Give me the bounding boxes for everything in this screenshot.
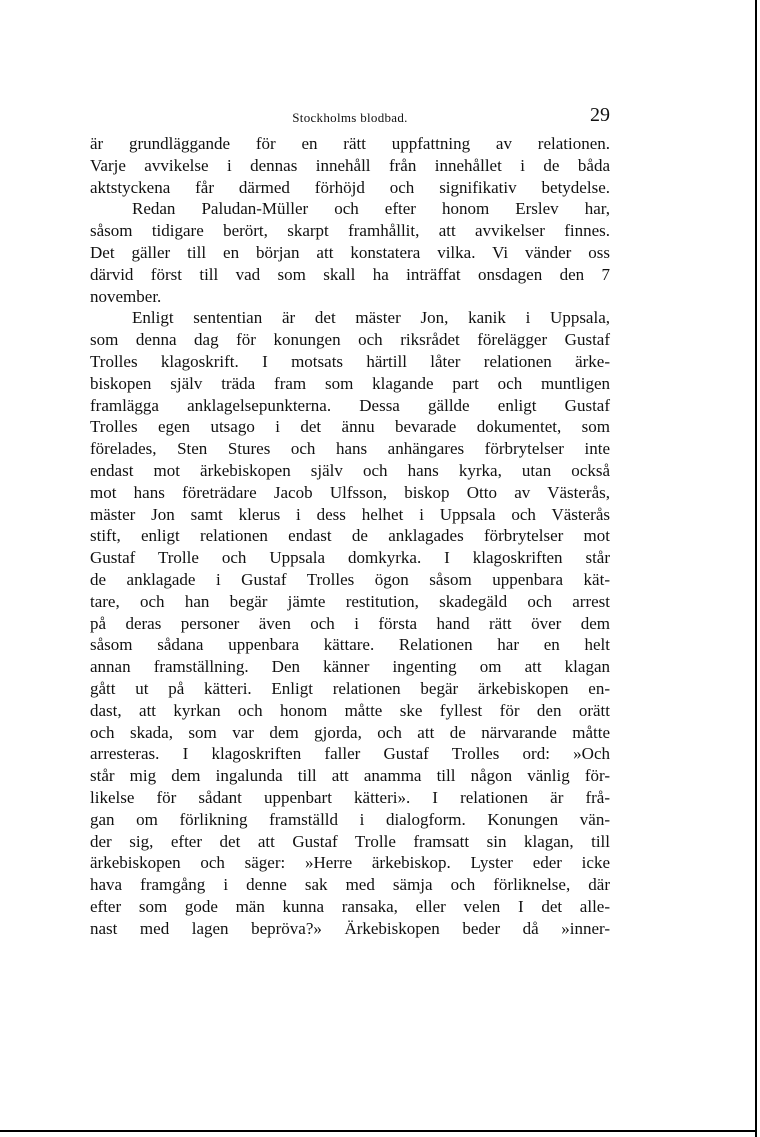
scan-edge-bottom xyxy=(0,1130,757,1132)
header-title: Stockholms blodbad. xyxy=(292,110,408,125)
text-line: såsom tidigare berört, skarpt framhållit, att avvikelser finnes. xyxy=(90,221,610,241)
text-line: dast, att kyrkan och honom måtte ske fyllest för den orätt xyxy=(90,700,610,720)
text-line: Varje avvikelse i dennas innehåll från innehållet i de båda xyxy=(90,155,610,175)
text-line: hava framgång i denne sak med sämja och förliknelse, där xyxy=(90,875,610,895)
text-line: som denna dag för konungen och riksrådet förelägger Gustaf xyxy=(90,330,610,350)
text-line: förelades, Sten Stures och hans anhängares förbrytelser inte xyxy=(90,439,610,459)
text-line: de anklagade i Gustaf Trolles ögon såsom uppenbara kät- xyxy=(90,569,610,589)
text-line: endast mot ärkebiskopen själv och hans kyrka, utan också xyxy=(90,460,610,480)
text-line: gått ut på kätteri. Enligt relationen begär ärkebiskopen en- xyxy=(90,678,610,698)
text-line: Enligt sententian är det mäster Jon, kanik i Uppsala, xyxy=(132,308,610,328)
text-line: och skada, som var dem gjorda, och att de närvarande måtte xyxy=(90,722,610,742)
text-line: biskopen själv träda fram som klagande part och muntligen xyxy=(90,373,610,393)
text-line: framlägga anklagelsepunkterna. Dessa gällde enligt Gustaf xyxy=(90,395,610,415)
text-line: Trolles egen utsago i det ännu bevarade dokumentet, som xyxy=(90,417,610,437)
text-line: november. xyxy=(90,286,162,306)
text-line: är grundläggande för en rätt uppfattning av relationen. xyxy=(90,134,610,153)
text-line: nast med lagen bepröva?» Ärkebiskopen beder då »inner- xyxy=(90,918,610,938)
text-line: därvid först till vad som skall ha inträffat onsdagen den 7 xyxy=(90,264,610,284)
text-line: mäster Jon samt klerus i dess helhet i Uppsala och Västerås xyxy=(90,504,610,524)
text-line: mot hans företrädare Jacob Ulfsson, biskop Otto av Västerås, xyxy=(90,482,610,502)
text-line: arresteras. I klagoskriften faller Gustaf Trolles ord: »Och xyxy=(90,744,610,764)
text-line: står mig dem ingalunda till att anamma till någon vänlig för- xyxy=(90,766,610,786)
running-header xyxy=(90,106,610,128)
text-line: tare, och han begär jämte restitution, skadegäld och arrest xyxy=(90,591,610,611)
text-line: på deras personer även och i första hand rätt över dem xyxy=(90,613,610,633)
text-line: Redan Paludan-Müller och efter honom Erslev har, xyxy=(132,199,610,219)
page-number: 29 xyxy=(590,104,610,126)
text-line: likelse för sådant uppenbart kätteri». I relationen är frå- xyxy=(90,787,610,807)
text-line: der sig, efter det att Gustaf Trolle framsatt sin klagan, till xyxy=(90,831,610,851)
text-line: gan om förlikning framställd i dialogform. Konungen vän- xyxy=(90,809,610,829)
text-line: annan framställning. Den känner ingenting om att klagan xyxy=(90,657,610,677)
text-line: ärkebiskopen och säger: »Herre ärkebiskop. Lyster eder icke xyxy=(90,853,610,873)
text-line: Trolles klagoskrift. I motsats härtill låter relationen ärke- xyxy=(90,351,610,371)
text-line: aktstyckena får därmed förhöjd och signifikativ betydelse. xyxy=(90,177,610,197)
text-line: stift, enligt relationen endast de anklagades förbrytelser mot xyxy=(90,526,610,546)
text-line: Det gäller till en början att konstatera vilka. Vi vänder oss xyxy=(90,242,610,262)
scan-edge-right xyxy=(755,0,757,1137)
text-line: såsom sådana uppenbara kättare. Relationen har en helt xyxy=(90,635,610,655)
text-line: Gustaf Trolle och Uppsala domkyrka. I klagoskriften står xyxy=(90,548,610,568)
body-text xyxy=(90,133,610,939)
text-line: efter som gode män kunna ransaka, eller velen I det alle- xyxy=(90,896,610,916)
